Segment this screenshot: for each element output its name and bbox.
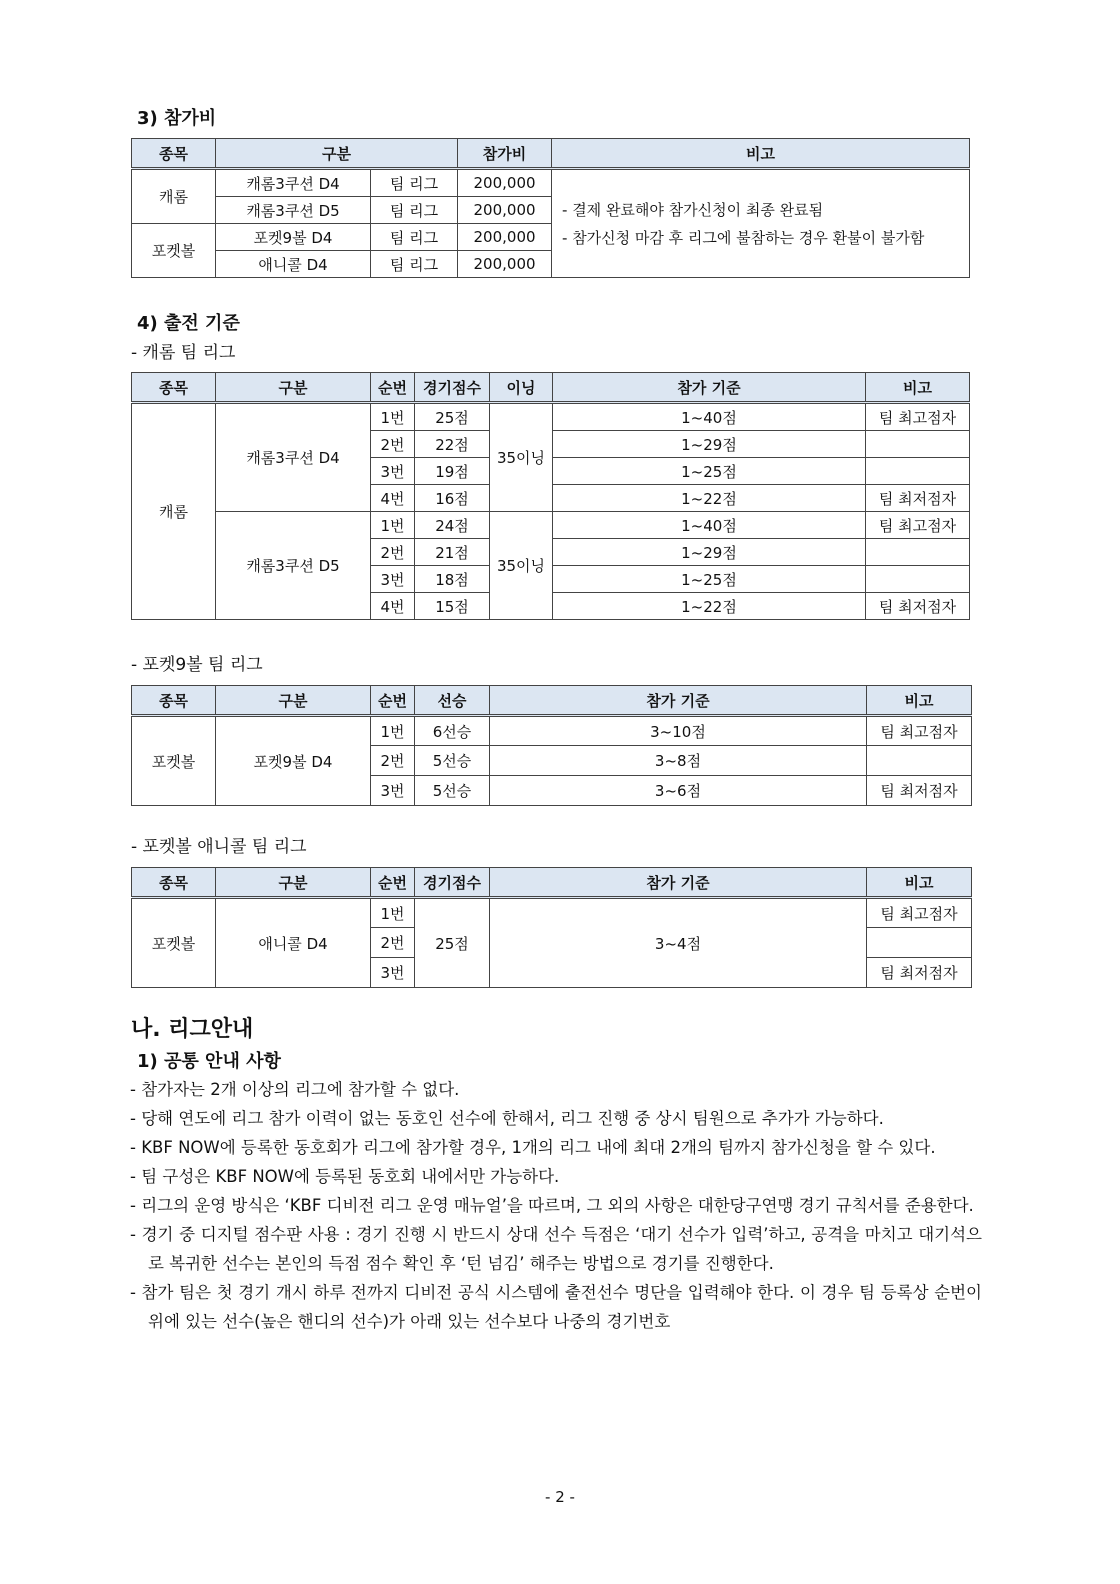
header-cell: 종목 [132, 373, 216, 403]
header-cell: 구분 [216, 139, 458, 169]
order-cell: 4번 [371, 593, 415, 620]
division-cell: 포켓9볼 D4 [216, 224, 371, 251]
division-cell: 캐롬3쿠션 D5 [216, 197, 371, 224]
pocket9-league-title: - 포켓9볼 팀 리그 [131, 655, 263, 675]
type-cell: 팀 리그 [371, 169, 458, 197]
order-cell: 1번 [371, 403, 415, 431]
order-cell: 1번 [371, 898, 415, 928]
group-cell: 포켓볼 [132, 898, 216, 988]
inning-cell: 35이닝 [490, 512, 553, 620]
header-cell: 경기점수 [415, 373, 490, 403]
note-cell: 팀 최고점자 [867, 716, 972, 746]
criteria-cell: 1~22점 [553, 485, 866, 512]
list-item: - 참가 팀은 첫 경기 개시 하루 전까지 디비전 공식 시스템에 출전선수 명단을 입력해야 한다. 이 경우 팀 등록상 순번이 위에 있는 선수(높은 핸디의 선수)가 아래 있는 선수보다 나중의 경기번호 [130, 1283, 982, 1331]
header-cell: 종목 [132, 686, 216, 716]
fee-cell: 200,000 [458, 224, 552, 251]
table-row [132, 403, 970, 431]
fee-header-row [132, 139, 970, 169]
fee-table [131, 138, 970, 278]
criteria-cell: 3~8점 [490, 746, 867, 776]
header-cell: 순번 [371, 373, 415, 403]
header-cell: 구분 [216, 373, 371, 403]
list-item: - 당해 연도에 리그 참가 이력이 없는 동호인 선수에 한해서, 리그 진행 중 상시 팀원으로 추가가 가능하다. [130, 1109, 884, 1128]
order-cell: 2번 [371, 431, 415, 458]
group-cell: 포켓볼 [132, 716, 216, 806]
criteria-cell: 1~22점 [553, 593, 866, 620]
header-cell: 경기점수 [415, 868, 490, 898]
criteria-cell: 3~10점 [490, 716, 867, 746]
pocket9-header-row [132, 686, 972, 716]
order-cell: 4번 [371, 485, 415, 512]
type-cell: 팀 리그 [371, 251, 458, 278]
score-cell: 18점 [415, 566, 490, 593]
criteria-cell: 3~6점 [490, 776, 867, 806]
score-cell: 22점 [415, 431, 490, 458]
fee-cell: 200,000 [458, 251, 552, 278]
note-cell [866, 458, 970, 485]
score-cell: 25점 [415, 898, 490, 988]
header-cell: 선승 [415, 686, 490, 716]
table-row [132, 898, 972, 928]
division-cell: 포켓9볼 D4 [216, 716, 371, 806]
group-cell: 포켓볼 [132, 224, 216, 278]
score-cell: 15점 [415, 593, 490, 620]
score-cell: 25점 [415, 403, 490, 431]
criteria-cell: 1~25점 [553, 566, 866, 593]
header-cell: 순번 [371, 686, 415, 716]
league-items [130, 1075, 982, 1336]
pocket9-criteria-table [131, 685, 972, 806]
header-cell: 참가 기준 [553, 373, 866, 403]
wins-cell: 5선승 [415, 776, 490, 806]
note-cell: 팀 최고점자 [866, 403, 970, 431]
type-cell: 팀 리그 [371, 224, 458, 251]
inning-cell: 35이닝 [490, 403, 553, 512]
league-heading: 나. 리그안내 [131, 1017, 254, 1042]
header-cell: 이닝 [490, 373, 553, 403]
criteria-cell: 1~40점 [553, 512, 866, 539]
fee-cell: 200,000 [458, 169, 552, 197]
header-cell: 비고 [867, 686, 972, 716]
fee-note: - 결제 완료해야 참가신청이 최종 완료됨 [562, 200, 824, 219]
header-cell: 순번 [371, 868, 415, 898]
fee-cell: 200,000 [458, 197, 552, 224]
criteria-cell: 1~25점 [553, 458, 866, 485]
group-cell: 캐롬 [132, 169, 216, 224]
header-cell: 참가 기준 [490, 686, 867, 716]
division-cell: 캐롬3쿠션 D5 [216, 512, 371, 620]
order-cell: 2번 [371, 928, 415, 958]
criteria-cell: 1~29점 [553, 539, 866, 566]
header-cell: 구분 [216, 868, 371, 898]
fee-heading: 3) 참가비 [137, 108, 217, 129]
score-cell: 21점 [415, 539, 490, 566]
order-cell: 1번 [371, 512, 415, 539]
header-cell: 종목 [132, 139, 216, 169]
note-cell [867, 746, 972, 776]
division-cell: 애니콜 D4 [216, 898, 371, 988]
order-cell: 3번 [371, 958, 415, 988]
header-cell: 참가비 [458, 139, 552, 169]
wins-cell: 6선승 [415, 716, 490, 746]
note-cell [867, 928, 972, 958]
note-cell [866, 539, 970, 566]
header-cell: 참가 기준 [490, 868, 867, 898]
order-cell: 2번 [371, 539, 415, 566]
header-cell: 비고 [552, 139, 970, 169]
order-cell: 3번 [371, 458, 415, 485]
criteria-cell: 3~4점 [490, 898, 867, 988]
note-cell: 팀 최고점자 [867, 898, 972, 928]
fee-note: - 참가신청 마감 후 리그에 불참하는 경우 환불이 불가함 [562, 228, 925, 247]
note-cell [866, 431, 970, 458]
league-subheading: 1) 공통 안내 사항 [137, 1051, 281, 1072]
score-cell: 16점 [415, 485, 490, 512]
list-item: - 리그의 운영 방식은 ‘KBF 디비전 리그 운영 매뉴얼’을 따르며, 그 외의 사항은 대한당구연맹 경기 규칙서를 준용한다. [130, 1196, 974, 1215]
header-cell: 구분 [216, 686, 371, 716]
criteria-cell: 1~40점 [553, 403, 866, 431]
carom-criteria-table [131, 372, 970, 620]
table-row [132, 512, 970, 539]
list-item: - 참가자는 2개 이상의 리그에 참가할 수 없다. [130, 1080, 460, 1099]
anycall-league-title: - 포켓볼 애니콜 팀 리그 [131, 837, 307, 857]
anycall-header-row [132, 868, 972, 898]
header-cell: 종목 [132, 868, 216, 898]
division-cell: 애니콜 D4 [216, 251, 371, 278]
header-cell: 비고 [866, 373, 970, 403]
anycall-criteria-table [131, 867, 972, 988]
list-item: - KBF NOW에 등록한 동호회가 리그에 참가할 경우, 1개의 리그 내에 최대 2개의 팀까지 참가신청을 할 수 있다. [130, 1138, 936, 1157]
division-cell: 캐롬3쿠션 D4 [216, 403, 371, 512]
page-number: - 2 - [545, 1488, 575, 1506]
carom-header-row [132, 373, 970, 403]
list-item: - 팀 구성은 KBF NOW에 등록된 동호회 내에서만 가능하다. [130, 1167, 560, 1186]
fee-notes [552, 169, 970, 278]
note-cell: 팀 최고점자 [866, 512, 970, 539]
note-cell: 팀 최저점자 [867, 958, 972, 988]
order-cell: 1번 [371, 716, 415, 746]
table-row [132, 169, 970, 197]
note-cell: 팀 최저점자 [866, 485, 970, 512]
order-cell: 3번 [371, 566, 415, 593]
division-cell: 캐롬3쿠션 D4 [216, 169, 371, 197]
order-cell: 2번 [371, 746, 415, 776]
type-cell: 팀 리그 [371, 197, 458, 224]
group-cell: 캐롬 [132, 403, 216, 620]
table-row [132, 716, 972, 746]
score-cell: 19점 [415, 458, 490, 485]
note-cell: 팀 최저점자 [867, 776, 972, 806]
wins-cell: 5선승 [415, 746, 490, 776]
list-item: - 경기 중 디지털 점수판 사용 : 경기 진행 시 반드시 상대 선수 득점은 ‘대기 선수가 입력’하고, 공격을 마치고 대기석으로 복귀한 선수는 본인의 득점 점수 확인 후 ‘턴 넘김’ 해주는 방법으로 경기를 진행한다. [130, 1225, 982, 1273]
criteria-heading: 4) 출전 기준 [137, 313, 240, 334]
criteria-cell: 1~29점 [553, 431, 866, 458]
header-cell: 비고 [867, 868, 972, 898]
note-cell: 팀 최저점자 [866, 593, 970, 620]
score-cell: 24점 [415, 512, 490, 539]
carom-league-title: - 캐롬 팀 리그 [131, 343, 236, 363]
note-cell [866, 566, 970, 593]
order-cell: 3번 [371, 776, 415, 806]
